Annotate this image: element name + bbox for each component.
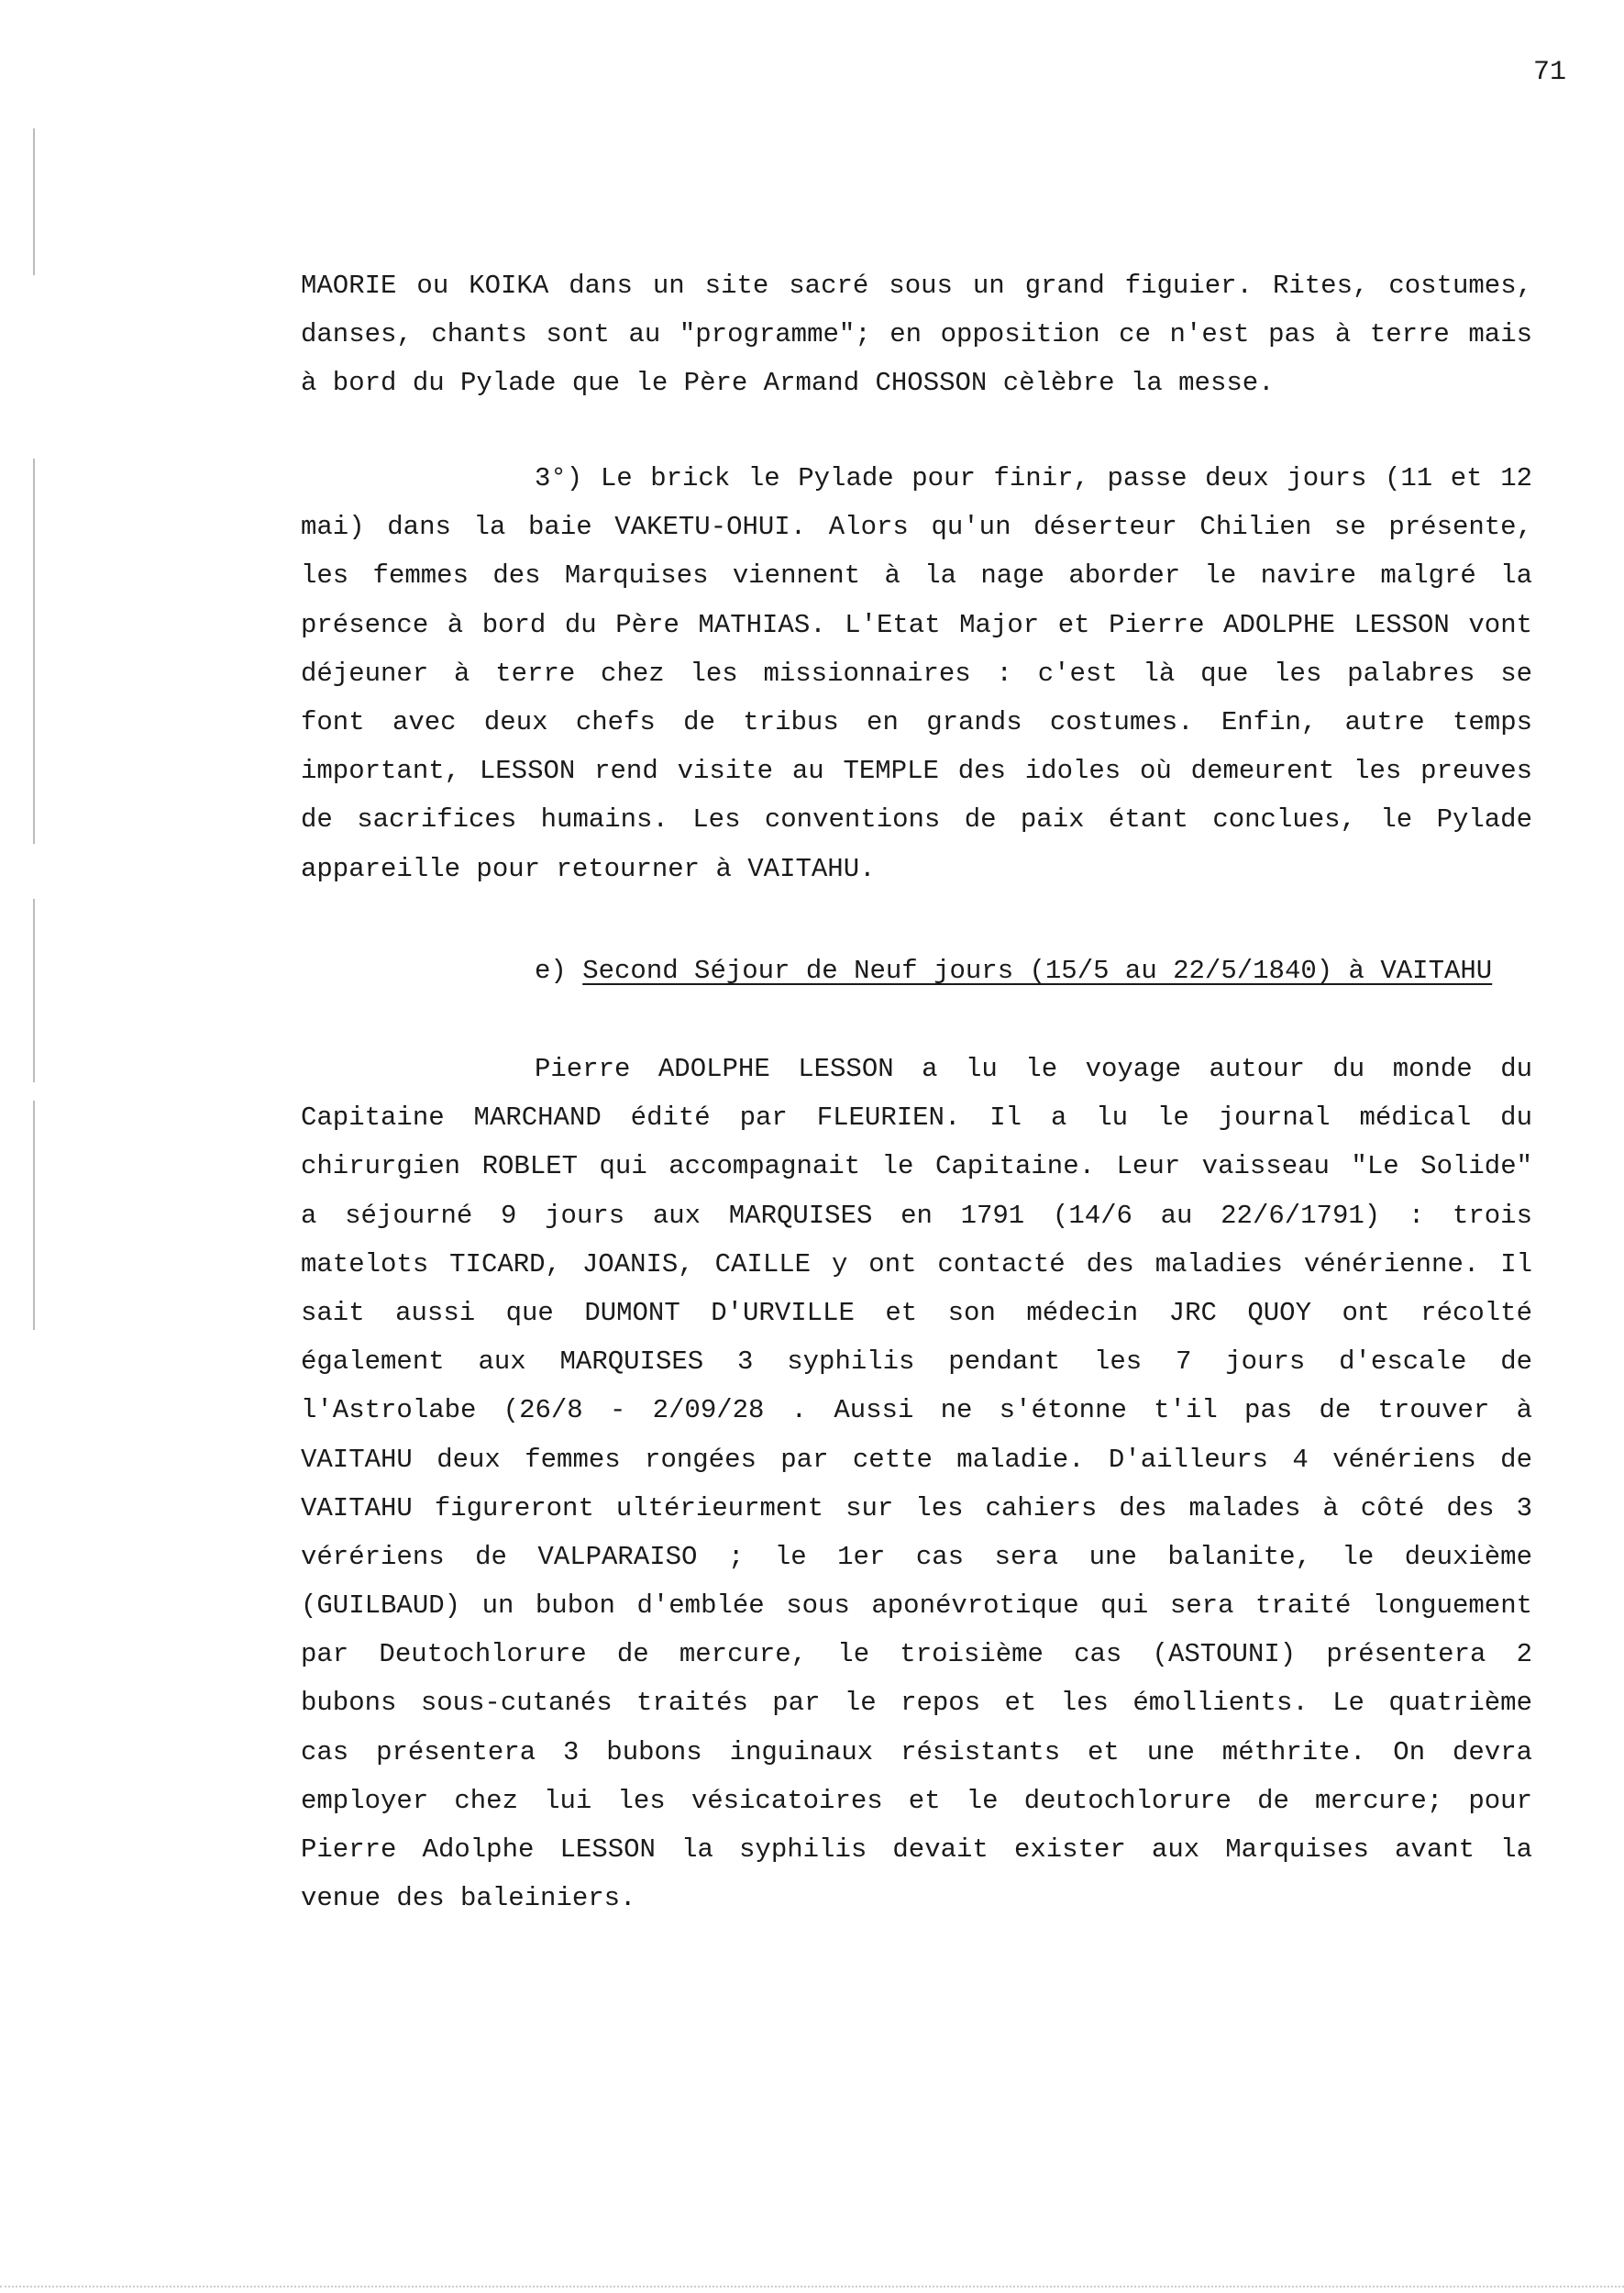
text-line: danses, chants sont au "programme"; en opposition ce n'est pas à terre mais bbox=[301, 319, 1532, 350]
paragraph-3 bbox=[301, 1045, 1532, 1922]
text-line: a séjourné 9 jours aux MARQUISES en 1791 (14/6 au 22/6/1791) : trois bbox=[301, 1200, 1532, 1231]
text-line: à bord du Pylade que le Père Armand CHOSSON cèlèbre la messe. bbox=[301, 368, 1275, 399]
text-line: déjeuner à terre chez les missionnaires : c'est là que les palabres se bbox=[301, 658, 1532, 689]
text-line: VAITAHU deux femmes rongées par cette maladie. D'ailleurs 4 vénériens de bbox=[301, 1444, 1532, 1475]
text-line: les femmes des Marquises viennent à la nage aborder le navire malgré la bbox=[301, 560, 1532, 592]
text-line: matelots TICARD, JOANIS, CAILLE y ont contacté des maladies vénérienne. Il bbox=[301, 1248, 1532, 1279]
text-line: de sacrifices humains. Les conventions de paix étant conclues, le Pylade bbox=[301, 804, 1532, 836]
text-line: venue des baleiniers. bbox=[301, 1883, 636, 1914]
text-line: 3°) Le brick le Pylade pour finir, passe deux jours (11 et 12 bbox=[535, 463, 1532, 493]
text-line: font avec deux chefs de tribus en grands costumes. Enfin, autre temps bbox=[301, 706, 1532, 737]
text-line: MAORIE ou KOIKA dans un site sacré sous un grand figuier. Rites, costumes, bbox=[301, 271, 1532, 301]
text-line: Capitaine MARCHAND édité par FLEURIEN. Il a lu le journal médical du bbox=[301, 1102, 1532, 1134]
page-bottom-edge bbox=[0, 2286, 1624, 2287]
page-number: 71 bbox=[1533, 57, 1567, 88]
text-line: l'Astrolabe (26/8 - 2/09/28 . Aussi ne s'étonne t'il pas de trouver à bbox=[301, 1395, 1532, 1426]
text-line: (GUILBAUD) un bubon d'emblée sous aponévrotique qui sera traité longuement bbox=[301, 1590, 1532, 1622]
section-heading-prefix: e) bbox=[535, 956, 583, 986]
text-line: également aux MARQUISES 3 syphilis pendant les 7 jours d'escale de bbox=[301, 1346, 1532, 1378]
text-line: mai) dans la baie VAKETU-OHUI. Alors qu'un déserteur Chilien se présente, bbox=[301, 512, 1532, 543]
text-line: employer chez lui les vésicatoires et le deutochlorure de mercure; pour bbox=[301, 1785, 1532, 1816]
text-line: cas présentera 3 bubons inguinaux résistants et une méthrite. On devra bbox=[301, 1736, 1532, 1767]
section-heading bbox=[535, 947, 1532, 995]
text-line: VAITAHU figureront ultérieurment sur les cahiers des malades à côté des 3 bbox=[301, 1492, 1532, 1523]
text-line: important, LESSON rend visite au TEMPLE des idoles où demeurent les preuves bbox=[301, 756, 1532, 787]
text-line: par Deutochlorure de mercure, le troisième cas (ASTOUNI) présentera 2 bbox=[301, 1639, 1532, 1670]
text-line: appareille pour retourner à VAITAHU. bbox=[301, 853, 876, 884]
text-line: bubons sous-cutanés traités par le repos et les émollients. Le quatrième bbox=[301, 1688, 1532, 1719]
text-line: chirurgien ROBLET qui accompagnait le Capitaine. Leur vaisseau "Le Solide" bbox=[301, 1151, 1532, 1182]
text-line: Pierre ADOLPHE LESSON a lu le voyage autour du monde du bbox=[535, 1054, 1532, 1084]
text-line: sait aussi que DUMONT D'URVILLE et son médecin JRC QUOY ont récolté bbox=[301, 1297, 1532, 1328]
scan-margin-mark bbox=[33, 899, 35, 1082]
scan-margin-mark bbox=[33, 128, 35, 275]
text-line: Pierre Adolphe LESSON la syphilis devait exister aux Marquises avant la bbox=[301, 1834, 1532, 1865]
section-heading-title: Second Séjour de Neuf jours (15/5 au 22/5/1840) à VAITAHU bbox=[582, 956, 1493, 986]
text-line: vérériens de VALPARAISO ; le 1er cas sera une balanite, le deuxième bbox=[301, 1541, 1532, 1572]
paragraph-2 bbox=[301, 454, 1532, 893]
text-line: présence à bord du Père MATHIAS. L'Etat Major et Pierre ADOLPHE LESSON vont bbox=[301, 609, 1532, 640]
scan-margin-mark bbox=[33, 1101, 35, 1330]
scan-margin-mark bbox=[33, 459, 35, 844]
paragraph-1 bbox=[301, 261, 1532, 408]
